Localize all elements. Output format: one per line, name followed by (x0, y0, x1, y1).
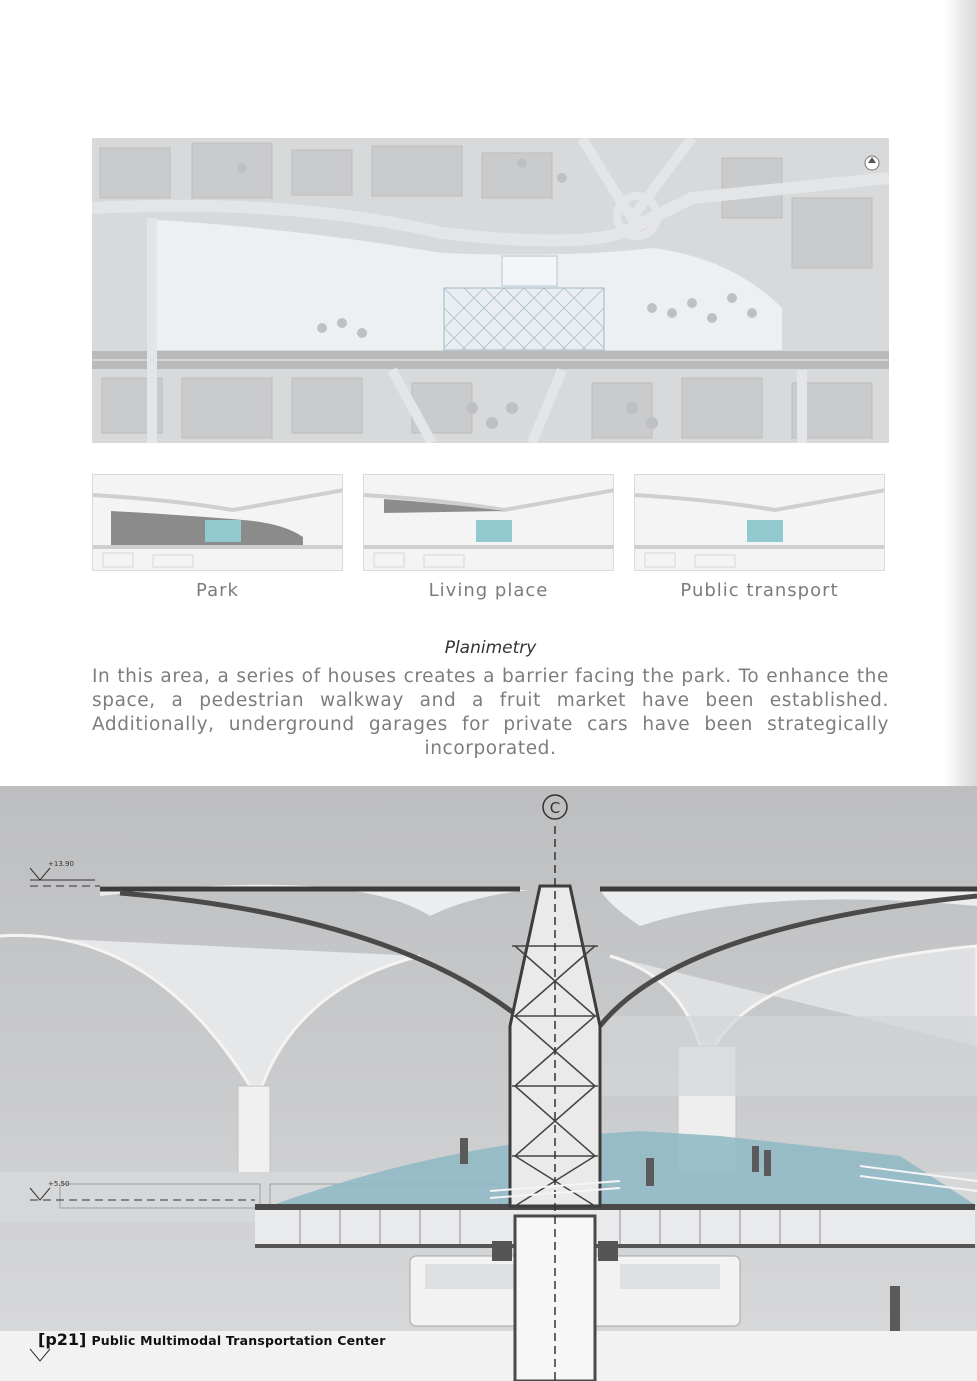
diagram-public-transport (634, 474, 885, 571)
caption-title: Planimetry (444, 638, 537, 658)
page-number: [p21] (38, 1330, 87, 1349)
diagram-label-public-transport: Public transport (680, 580, 839, 601)
site-plan-image (92, 138, 889, 443)
diagram-park (92, 474, 343, 571)
page-footer (38, 1330, 386, 1349)
section-axis-label: C (549, 799, 561, 817)
section-drawing (0, 786, 977, 1381)
document-title: Public Multimodal Transportation Center (91, 1333, 386, 1348)
caption-text: In this area, a series of houses creates a barrier facing the park. To enhance the space, a pedestrian walkway and a fruit market have been established. Additionally, underground garages for private cars have been strategically incorporated. (92, 666, 889, 759)
level-label-deck: +5.50 (48, 1180, 70, 1188)
diagram-label-park: Park (196, 580, 239, 601)
diagram-label-living-place: Living place (428, 580, 549, 601)
level-label-top: +13.90 (48, 860, 74, 868)
diagram-living-place (363, 474, 614, 571)
